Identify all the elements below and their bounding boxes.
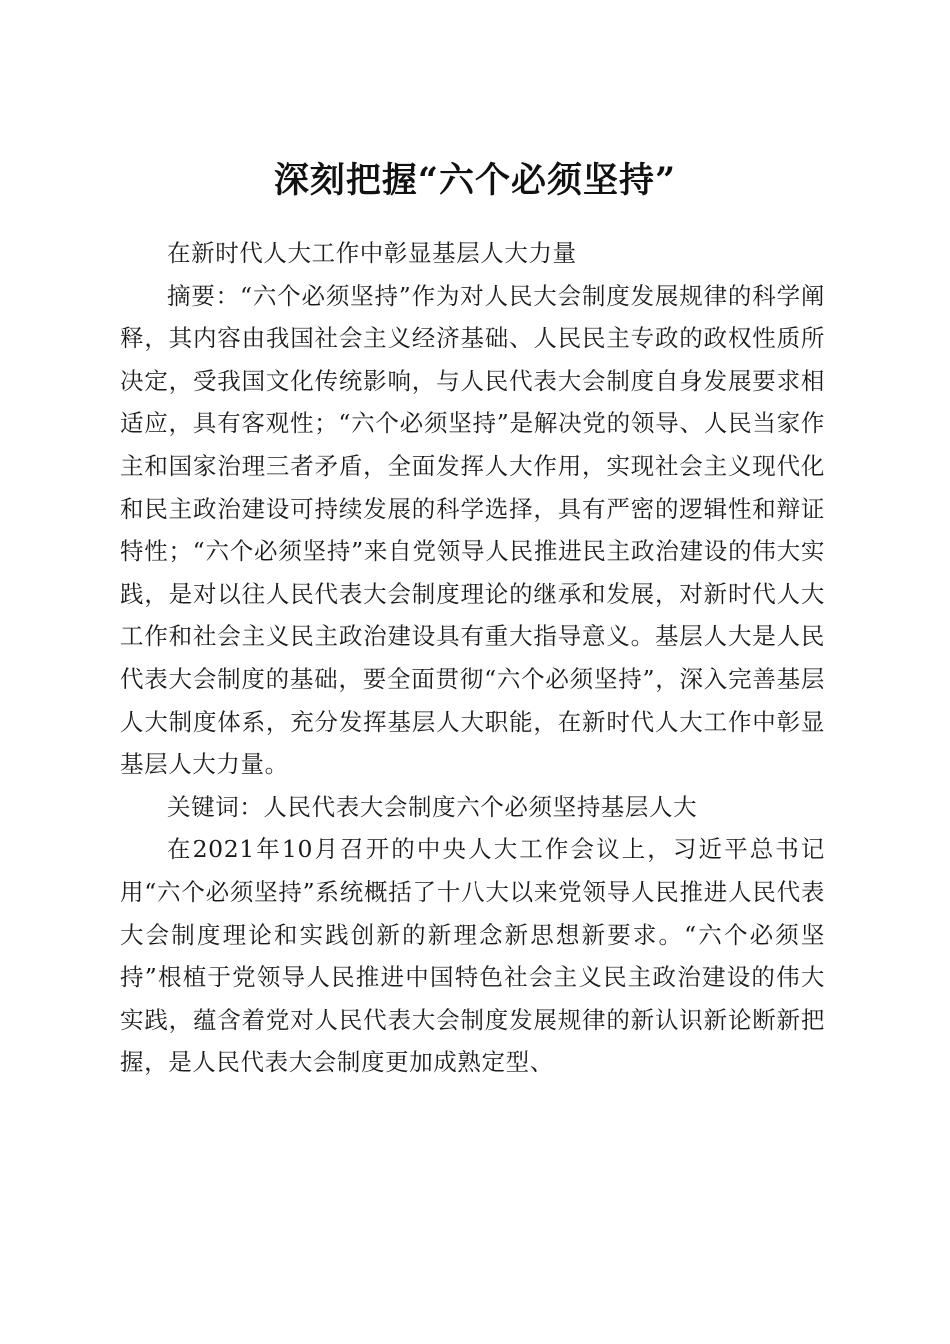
body-paragraph: 在2021年10月召开的中央人大工作会议上，习近平总书记用“六个必须坚持”系统概括了十八大以来党领导人民推进人民代表大会制度理论和实践创新的新理念新思想新要求。“六个必须坚持”根植于党领导人民推进中国特色社会主义民主政治建设的伟大实践，蕴含着党对人民代表大会制度发展规律的新认识新论断新把握，是人民代表大会制度更加成熟定型、 <box>120 835 825 1077</box>
subtitle-paragraph: 在新时代人大工作中彰显基层人大力量 <box>167 239 577 267</box>
document-title: 深刻把握“六个必须坚持” <box>273 160 677 202</box>
keywords-paragraph: 关键词：人民代表大会制度六个必须坚持基层人大 <box>167 792 698 821</box>
document-body <box>120 232 825 1084</box>
abstract-paragraph: 摘要：“六个必须坚持”作为对人民大会制度发展规律的科学阐释，其内容由我国社会主义经济基础、人民民主专政的政权性质所决定，受我国文化传统影响，与人民代表大会制度自身发展要求相适应，具有客观性；“六个必须坚持”是解决党的领导、人民当家作主和国家治理三者矛盾，全面发挥人大作用，实现社会主义现代化和民主政治建设可持续发展的科学选择，具有严密的逻辑性和辩证特性；“六个必须坚持”来自党领导人民推进民主政治建设的伟大实践，是对以往人民代表大会制度理论的继承和发展，对新时代人大工作和社会主义民主政治建设具有重大指导意义。基层人大是人民代表大会制度的基础，要全面贯彻“六个必须坚持”，深入完善基层人大制度体系，充分发挥基层人大职能，在新时代人大工作中彰显基层人大力量。 <box>120 281 825 779</box>
